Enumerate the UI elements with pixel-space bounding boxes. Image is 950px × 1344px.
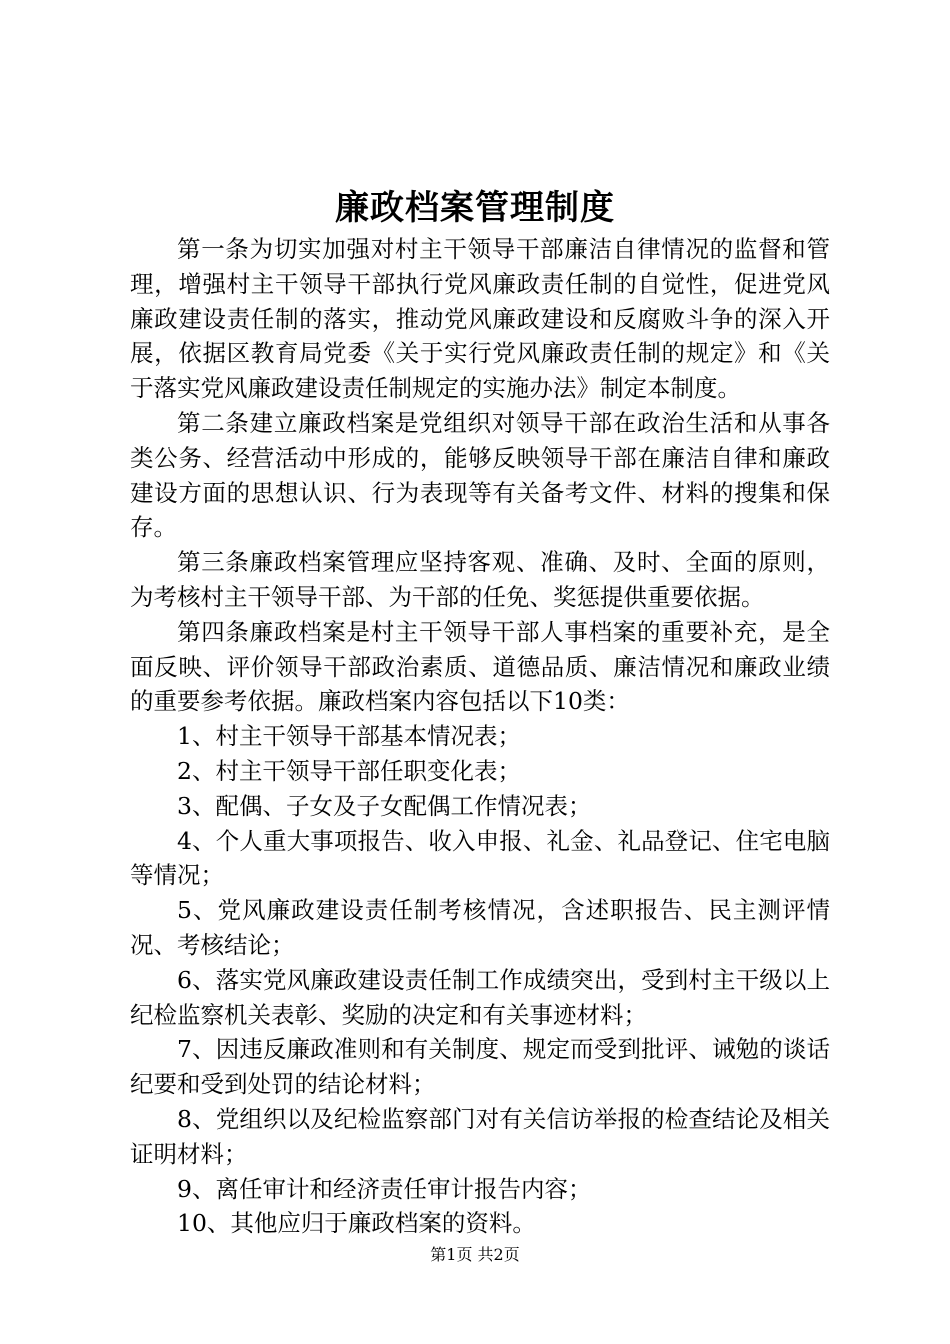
list-item-1: 1、村主干领导干部基本情况表； [177, 722, 521, 751]
page-footer: 第1页 共2页 [430, 1245, 520, 1264]
list-item-7: 7、因违反廉政准则和有关制度、规定而受到批评、诫勉的谈话纪要和受到处罚的结论材料； [130, 1035, 830, 1099]
list-item-2: 2、村主干领导干部任职变化表； [177, 756, 521, 785]
list-item-9: 9、离任审计和经济责任审计报告内容； [177, 1174, 592, 1203]
list-item-8: 8、党组织以及纪检监察部门对有关信访举报的检查结论及相关证明材料； [130, 1104, 830, 1168]
list-item-3: 3、配偶、子女及子女配偶工作情况表； [177, 791, 592, 820]
article-4: 第四条廉政档案是村主干领导干部人事档案的重要补充，是全面反映、评价领导干部政治素质、道德品质、廉洁情况和廉政业绩的重要参考依据。廉政档案内容包括以下10类： [130, 617, 830, 716]
list-item-6: 6、落实党风廉政建设责任制工作成绩突出，受到村主干级以上纪检监察机关表彰、奖励的决定和有关事迹材料； [130, 965, 830, 1029]
article-3: 第三条廉政档案管理应坚持客观、准确、及时、全面的原则，为考核村主干领导干部、为干部的任免、奖惩提供重要依据。 [130, 548, 830, 611]
document-title: 廉政档案管理制度 [335, 188, 615, 228]
document-body [130, 232, 830, 1241]
list-item-4: 4、个人重大事项报告、收入申报、礼金、礼品登记、住宅电脑等情况； [130, 826, 830, 890]
article-1: 第一条为切实加强对村主干领导干部廉洁自律情况的监督和管理，增强村主干领导干部执行党风廉政责任制的自觉性，促进党风廉政建设责任制的落实，推动党风廉政建设和反腐败斗争的深入开展，依据区教育局党委《关于实行党风廉政责任制的规定》和《关于落实党风廉政建设责任制规定的实施办法》制定本制度。 [130, 235, 830, 403]
list-item-10: 10、其他应归于廉政档案的资料。 [177, 1209, 536, 1238]
article-2: 第二条建立廉政档案是党组织对领导干部在政治生活和从事各类公务、经营活动中形成的，能够反映领导干部在廉洁自律和廉政建设方面的思想认识、行为表现等有关备考文件、材料的搜集和保存。 [130, 408, 830, 542]
list-item-5: 5、党风廉政建设责任制考核情况，含述职报告、民主测评情况、考核结论； [130, 896, 830, 959]
